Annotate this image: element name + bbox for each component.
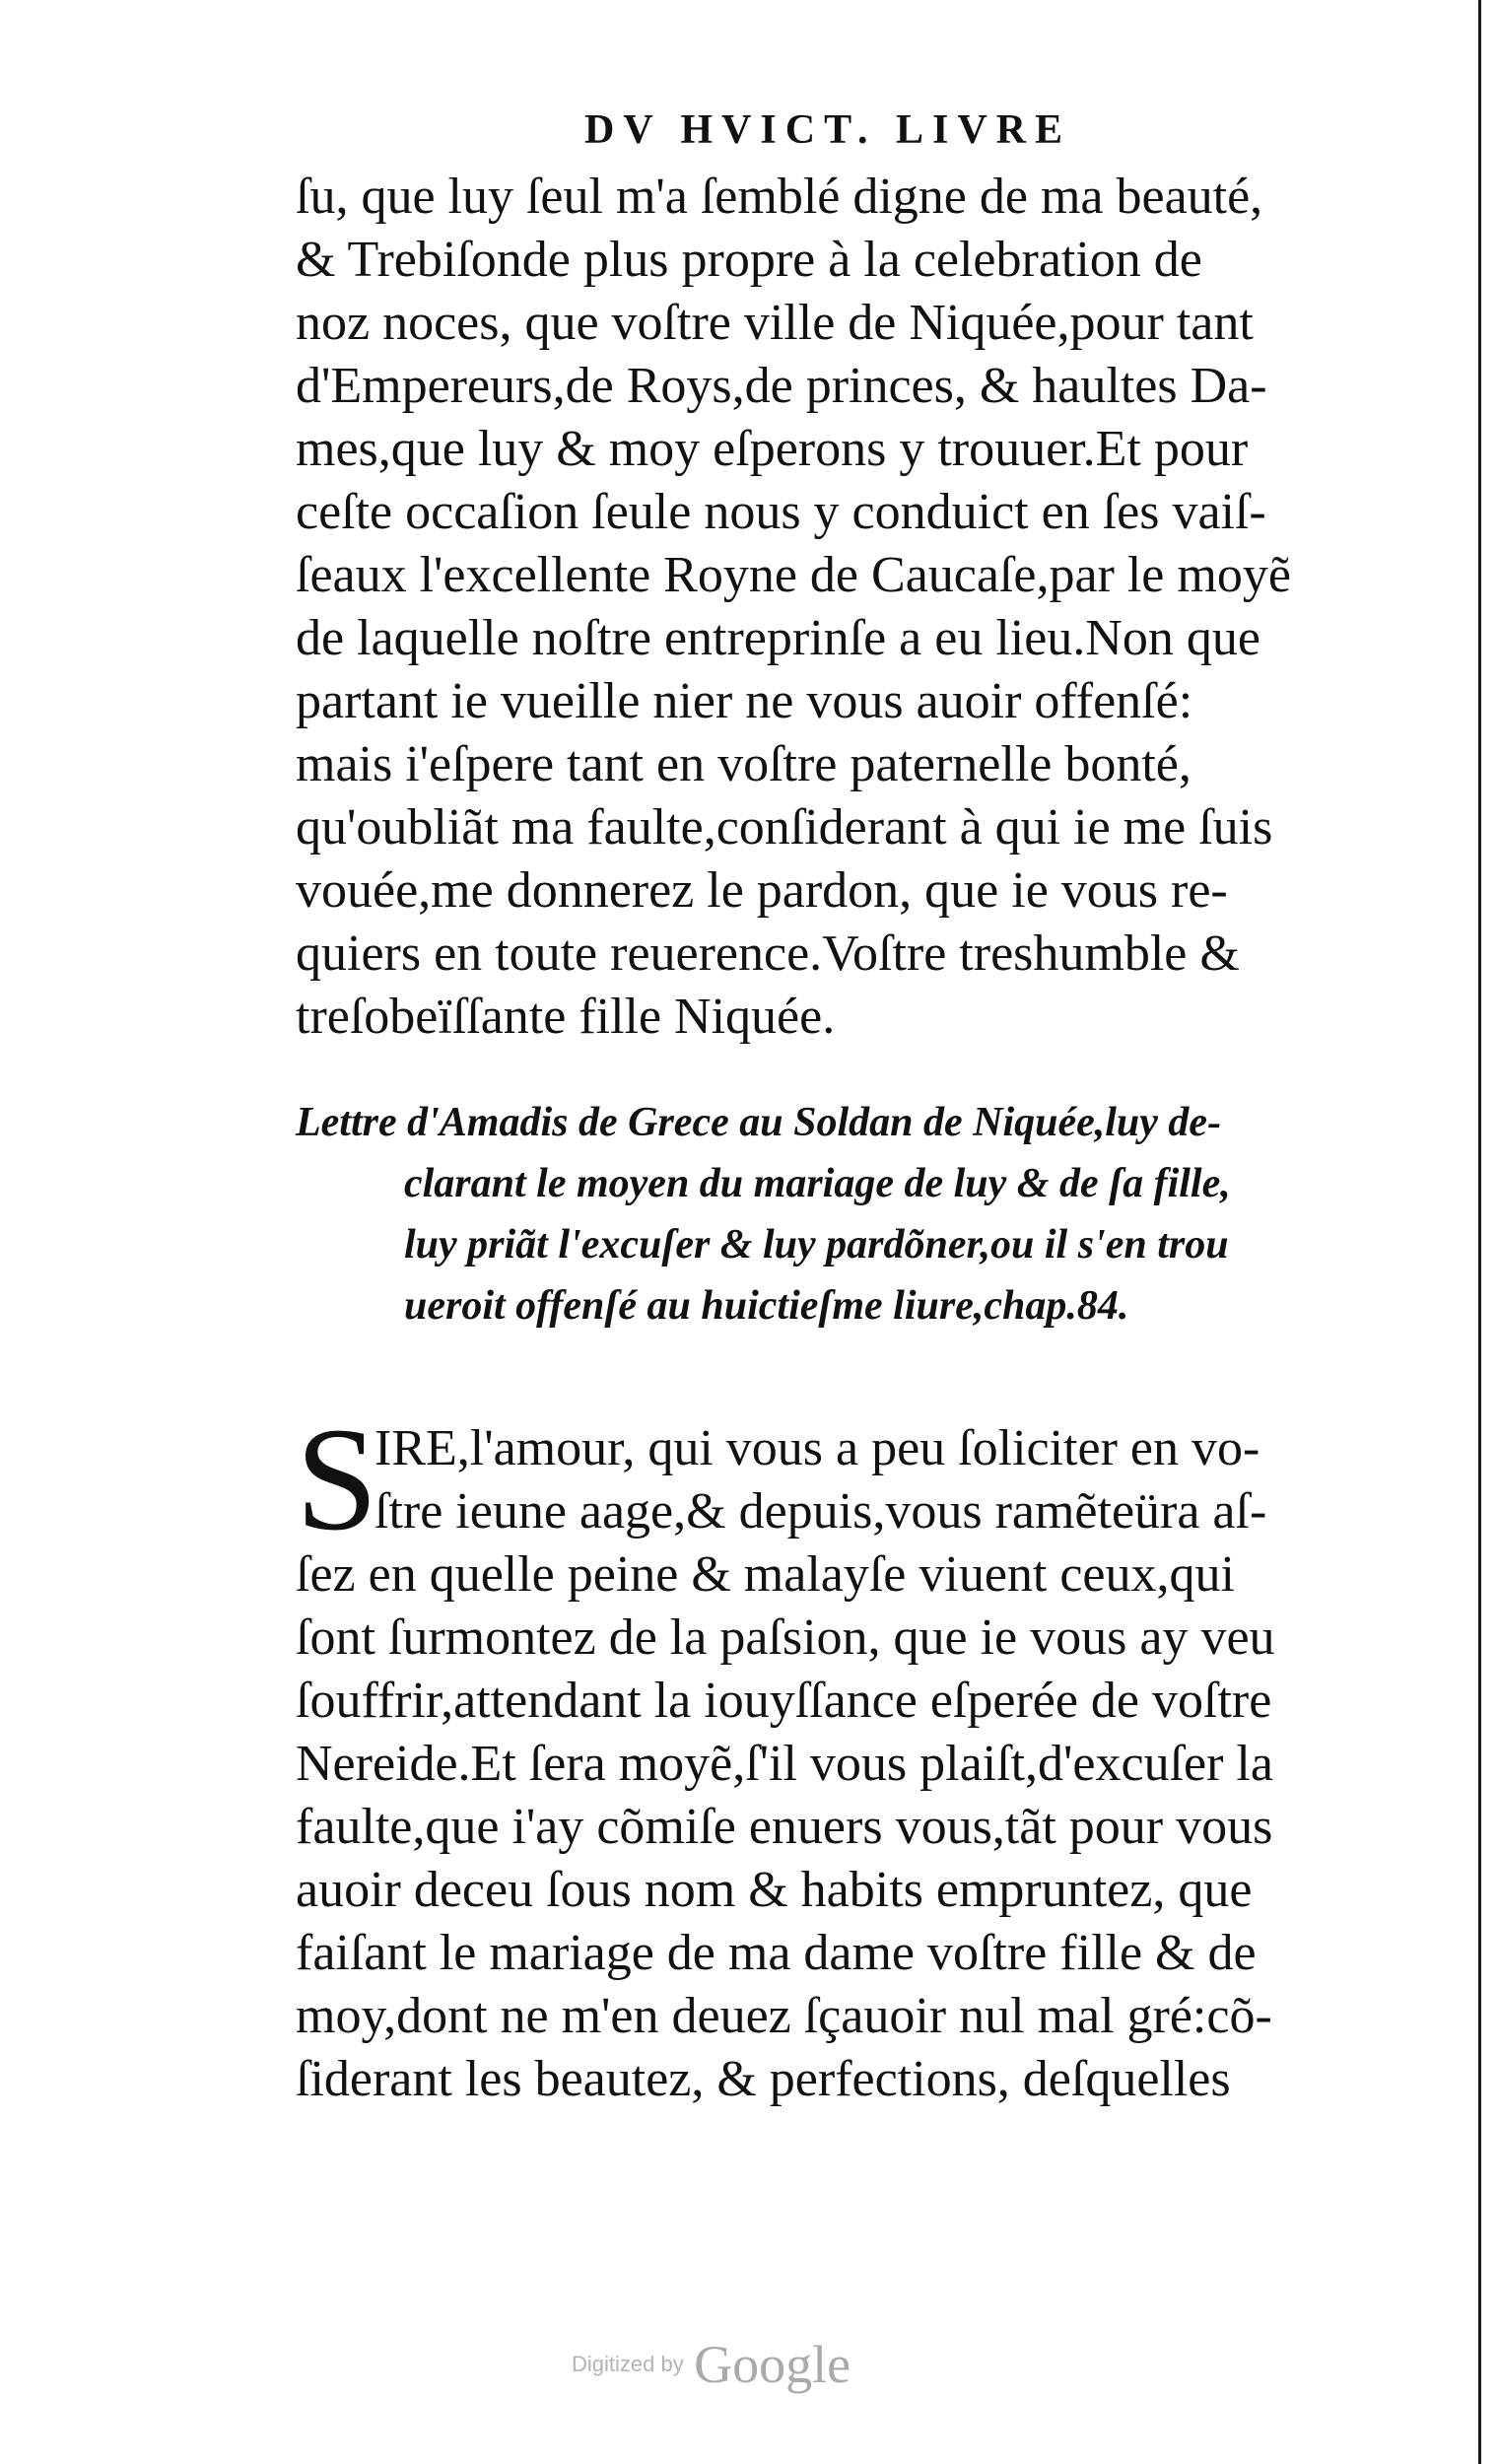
text-line: mais i'eſpere tant en voſtre paternelle bonté,: [296, 736, 1192, 792]
text-line: de laquelle noſtre entreprinſe a eu lieu.Non que: [296, 610, 1260, 666]
text-line: partant ie vueille nier ne vous auoir offenſé:: [296, 673, 1193, 729]
title-line: luy priãt l'excuſer & luy pardõner,ou il s'en trou: [404, 1222, 1229, 1267]
text-line: vouée,me donnerez le pardon, que ie vous re-: [296, 862, 1228, 919]
text-line: faiſant le mariage de ma dame voſtre fille & de: [296, 1925, 1257, 1981]
text-line: ſouffrir,attendant la iouyſſance eſperée de voſtre: [296, 1673, 1272, 1729]
text-line: qu'oubliãt ma faulte,conſiderant à qui ie me ſuis: [296, 799, 1273, 856]
text-line: IRE,l'amour, qui vous a peu ſoliciter en vo-: [374, 1420, 1260, 1476]
title-line: ueroit offenſé au huictieſme liure,chap.84.: [404, 1283, 1129, 1329]
digitized-by-label: Digitized by: [572, 2352, 684, 2376]
letter-title: [296, 1092, 1390, 1336]
text-line: moy,dont ne m'en deuez ſçauoir nul mal gré:cõ-: [296, 1988, 1272, 2044]
text-line: quiers en toute reuerence.Voſtre treshumble &: [296, 925, 1240, 982]
page-edge-line: [1478, 0, 1481, 2464]
text-line: ſu, que luy ſeul m'a ſemblé digne de ma beauté,: [296, 169, 1263, 225]
title-line: clarant le moyen du mariage de luy & de ſa fille,: [404, 1161, 1231, 1206]
text-line: ſiderant les beautez, & perfections, deſquelles: [296, 2051, 1231, 2107]
text-line: treſobeïſſante fille Niquée.: [296, 989, 836, 1045]
text-line: faulte,que i'ay cõmiſe enuers vous,tãt pour vous: [296, 1799, 1273, 1855]
text-line: mes,que luy & moy eſperons y trouuer.Et pour: [296, 421, 1249, 477]
title-line: Lettre d'Amadis de Grece au Soldan de Niquée,luy de-: [296, 1100, 1222, 1145]
text-line: & Trebiſonde plus propre à la celebration de: [296, 232, 1202, 288]
digitized-by-watermark: [572, 2334, 926, 2393]
google-logo: Google: [694, 2335, 851, 2394]
paragraph-2: [296, 1398, 1380, 2111]
text-line: ſez en quelle peine & malayſe viuent ceux,qui: [296, 1546, 1235, 1603]
text-line: noz noces, que voſtre ville de Niquée,pour tant: [296, 295, 1254, 351]
text-line: d'Empereurs,de Roys,de princes, & haultes Da-: [296, 358, 1267, 414]
running-header: DV HVICT. LIVRE: [583, 107, 1071, 153]
text-line: auoir deceu ſous nom & habits empruntez, que: [296, 1862, 1253, 1918]
paragraph-1: [296, 166, 1380, 1049]
text-line: ſeaux l'excellente Royne de Caucaſe,par le moyẽ: [296, 547, 1291, 603]
text-line: ceſte occaſion ſeule nous y conduict en ſes vaiſ-: [296, 484, 1266, 540]
text-line: ſtre ieune aage,& depuis,vous ramẽteüra aſ-: [374, 1483, 1267, 1540]
drop-cap: S: [296, 1398, 378, 1561]
text-line: Nereide.Et ſera moyẽ,ſ'il vous plaiſt,d'excuſer la: [296, 1736, 1273, 1792]
text-line: ſont ſurmontez de la paſsion, que ie vous ay veu: [296, 1609, 1275, 1666]
